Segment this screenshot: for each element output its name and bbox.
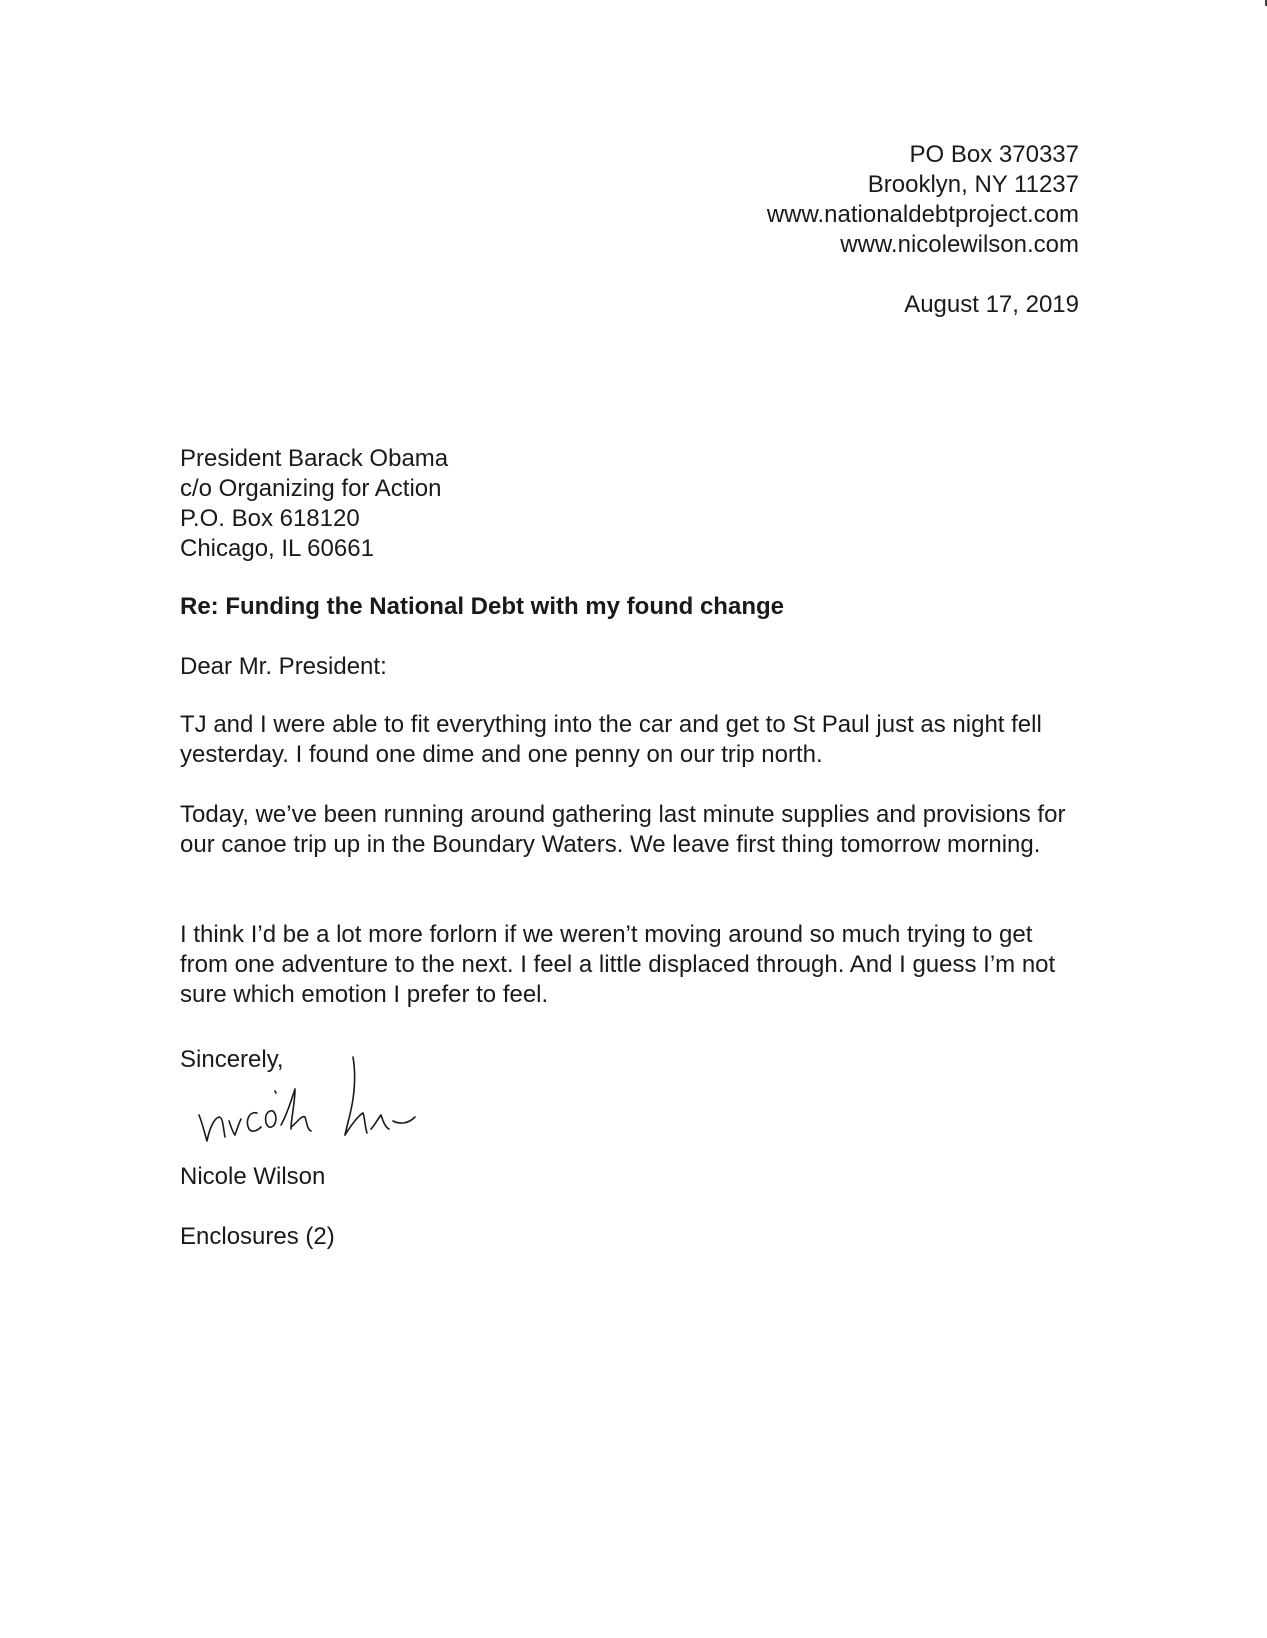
body-paragraph-1 (180, 710, 1080, 770)
sender-website-1: www.nationaldebtproject.com (766, 201, 1079, 228)
sender-address-block (767, 140, 1079, 260)
recipient-address-block (180, 444, 1080, 564)
salutation: Dear Mr. President: (180, 653, 387, 680)
enclosures-note: Enclosures (2) (180, 1223, 335, 1250)
body-paragraph-2 (180, 800, 1080, 860)
recipient-name: President Barack Obama (180, 445, 449, 472)
body-paragraph-2-text: Today, we’ve been running around gathering last minute supplies and provisions for our canoe trip up in the Boundary Waters. We leave first thing tomorrow morning. (180, 801, 1066, 858)
recipient-care-of: c/o Organizing for Action (180, 475, 442, 502)
sender-address-line2: Brooklyn, NY 11237 (867, 171, 1079, 198)
signer-name: Nicole Wilson (180, 1163, 326, 1190)
body-paragraph-1-text: TJ and I were able to fit everything into the car and get to St Paul just as night fell yesterday. I found one dime and one penny on our trip north. (180, 711, 1042, 768)
body-paragraph-3 (180, 920, 1080, 1010)
body-paragraph-3-text: I think I’d be a lot more forlorn if we weren’t moving around so much trying to get from one adventure to the next. I feel a little displaced through. And I guess I’m not sure which emotion I prefer to feel. (180, 921, 1056, 1008)
letter-date: August 17, 2019 (904, 291, 1079, 318)
recipient-city: Chicago, IL 60661 (180, 535, 374, 562)
recipient-po-box: P.O. Box 618120 (180, 505, 360, 532)
sender-address-line1: PO Box 370337 (909, 141, 1079, 168)
closing: Sincerely, (180, 1046, 284, 1073)
subject-line: Re: Funding the National Debt with my found change (180, 593, 784, 620)
handwritten-signature (195, 1055, 455, 1150)
sender-website-2: www.nicolewilson.com (840, 231, 1079, 258)
